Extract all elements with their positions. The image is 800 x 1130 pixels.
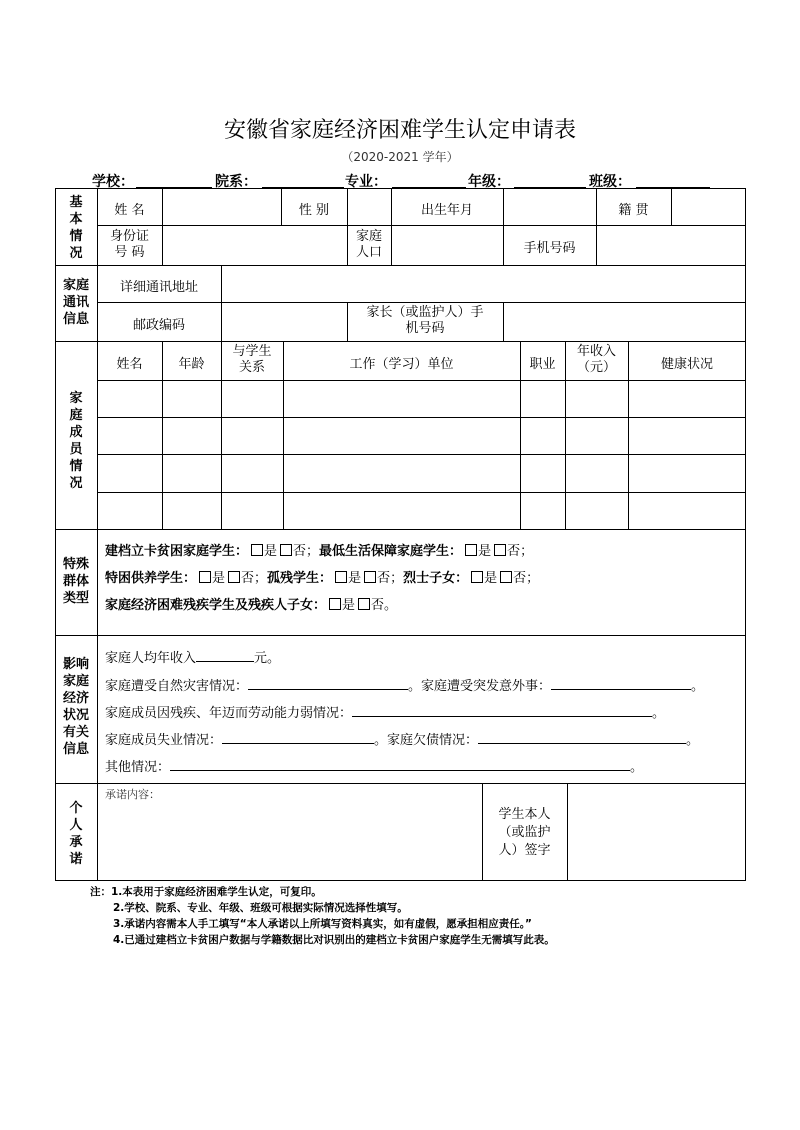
member-relation-header: 与学生 关系 [232,344,272,375]
members-section-label: 家庭成员情况 [69,391,83,491]
member-work-header: 工作（学习）单位 [349,357,454,372]
other-line: 其他情况： 。 [105,760,644,775]
note-1: 注：1.本表用于家庭经济困难学生认定，可复印。 [90,886,322,898]
special-line-1: 建档立卡贫困家庭学生： 是 否；最低生活保障家庭学生： 是 否； [105,544,534,559]
orphan-no-checkbox[interactable] [364,571,376,583]
address-field[interactable] [222,266,745,301]
subsistence-no-checkbox[interactable] [494,544,506,556]
disaster-field[interactable] [248,677,408,690]
member-name-header: 姓名 [116,357,143,372]
signature-label: 学生本人 （或监护 人）签字 [498,807,551,858]
school-label: 学校： [92,174,134,190]
member-row-3[interactable] [98,455,745,491]
postcode-field[interactable] [222,303,346,340]
grade-label: 年级： [468,174,510,190]
unemploy-line: 家庭成员失业情况： 。家庭欠债情况： 。 [105,733,700,748]
academic-year: （2020-2021 学年） [341,150,459,164]
member-age-header: 年龄 [178,357,205,372]
unemploy-field[interactable] [222,731,374,744]
member-health-header: 健康状况 [660,357,713,372]
martyr-yes-checkbox[interactable] [471,571,483,583]
note-2: 2.学校、院系、专业、年级、班级可根据实际情况选择性填写。 [113,902,408,914]
other-field[interactable] [170,758,630,771]
household-size-field[interactable] [392,226,502,264]
gender-field[interactable] [348,189,390,224]
disabled-no-checkbox[interactable] [358,598,370,610]
contact-section-label: 家庭 通讯 信息 [62,278,89,327]
guardian-phone-label: 家长（或监护人）手 机号码 [366,305,484,336]
member-row-4[interactable] [98,493,745,528]
poverty-yes-checkbox[interactable] [251,544,263,556]
poverty-no-checkbox[interactable] [280,544,292,556]
member-job-header: 职业 [529,357,556,372]
gender-label: 性 别 [298,203,330,218]
application-form [55,188,746,881]
major-label: 专业： [345,174,387,190]
id-label: 身份证 号 码 [109,229,149,260]
special-line-3: 家庭经济困难残疾学生及残疾人子女： 是 否。 [105,598,398,613]
member-income-header: 年收入 （元） [576,344,616,375]
accident-field[interactable] [551,677,691,690]
note-4: 4.已通过建档立卡贫困户数据与学籍数据比对识别出的建档立卡贫困户家庭学生无需填写此表。 [113,934,555,946]
debt-field[interactable] [478,731,686,744]
name-label: 姓 名 [114,203,145,218]
notes [90,884,555,948]
disability-field[interactable] [352,704,652,717]
form-title: 安徽省家庭经济困难学生认定申请表 [223,118,576,143]
household-size-label: 家庭 人口 [355,229,382,260]
special-section-label: 特殊 群体 类型 [62,557,89,606]
postcode-label: 邮政编码 [132,318,185,333]
pledge-section-label: 个人承诺 [69,801,83,867]
native-label: 籍 贯 [618,203,649,218]
disability-line: 家庭成员因残疾、年迈而劳动能力弱情况： 。 [105,706,666,721]
birth-label: 出生年月 [420,203,473,218]
income-line: 家庭人均年收入 元。 [105,651,281,666]
signature-field[interactable] [568,784,745,880]
basic-section-label: 基本情况 [69,195,83,261]
martyr-no-checkbox[interactable] [500,571,512,583]
class-label: 班级： [589,174,631,190]
address-label: 详细通讯地址 [119,280,198,295]
supported-yes-checkbox[interactable] [199,571,211,583]
dept-label: 院系： [215,174,257,190]
economy-section-label: 影响 家庭 经济 状况 有关 信息 [62,657,89,757]
supported-no-checkbox[interactable] [228,571,240,583]
pledge-content-label: 承诺内容： [105,788,160,801]
guardian-phone-field[interactable] [504,303,745,340]
income-field[interactable] [196,649,254,662]
native-field[interactable] [672,189,745,224]
member-row-2[interactable] [98,418,745,453]
disabled-yes-checkbox[interactable] [329,598,341,610]
pledge-content-field[interactable] [98,800,481,880]
name-field[interactable] [163,189,280,224]
id-number-field[interactable] [163,226,346,264]
note-3: 3.承诺内容需本人手工填写“本人承诺以上所填写资料真实，如有虚假，愿承担相应责任。” [113,918,532,930]
school-info-row [0,171,800,189]
orphan-yes-checkbox[interactable] [335,571,347,583]
disaster-line: 家庭遭受自然灾害情况： 。家庭遭受突发意外事： 。 [105,679,705,694]
phone-field[interactable] [597,226,745,264]
phone-label: 手机号码 [523,241,576,256]
subsistence-yes-checkbox[interactable] [465,544,477,556]
birth-field[interactable] [504,189,595,224]
member-row-1[interactable] [98,381,745,416]
special-line-2: 特困供养学生： 是 否；孤残学生： 是 否；烈士子女： 是 否； [105,571,540,586]
